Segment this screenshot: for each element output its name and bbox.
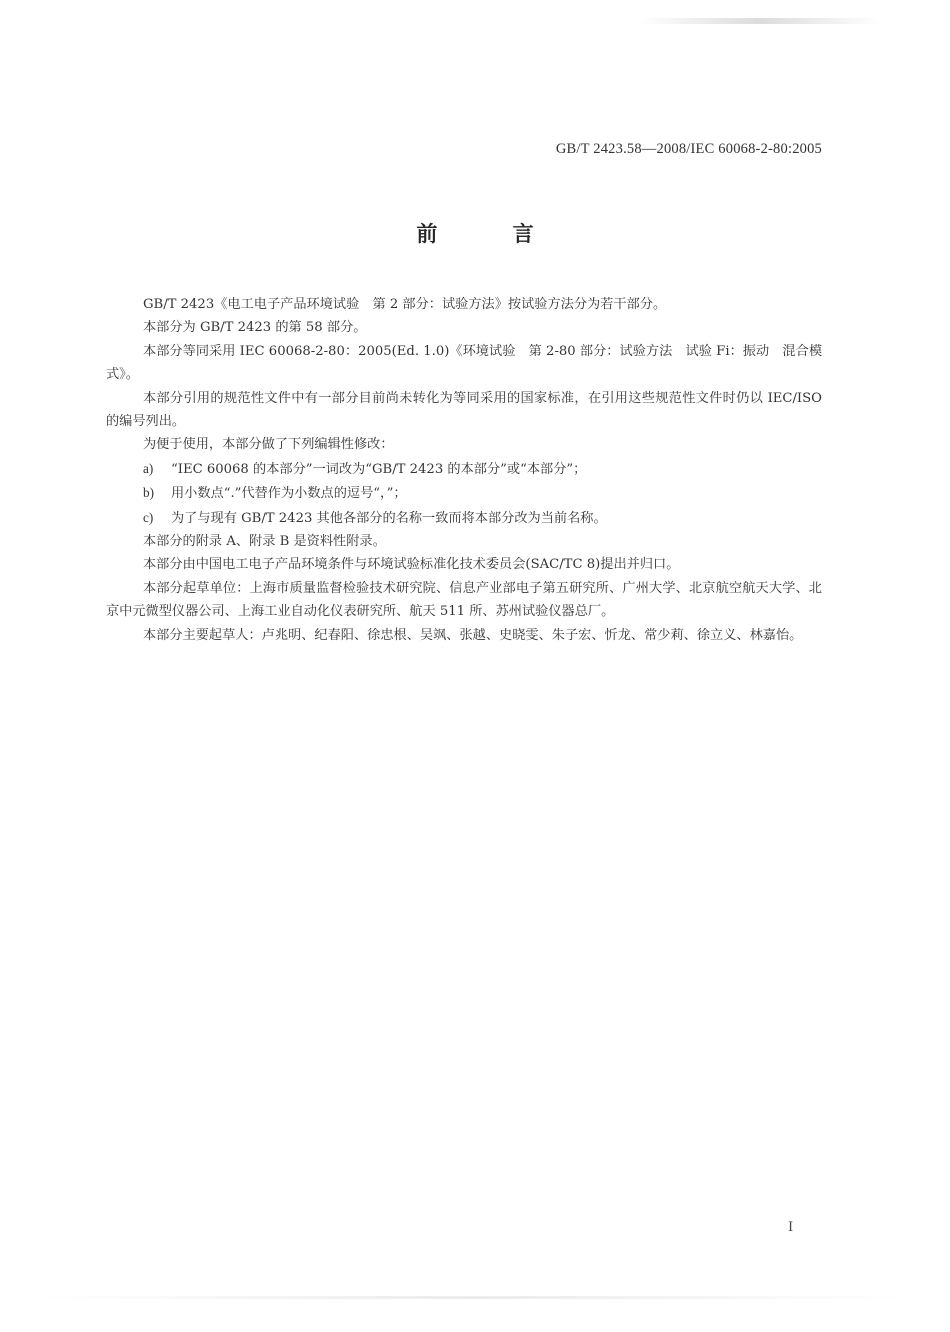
- edit-item-text: 用小数点“.”代替作为小数点的逗号“，”；: [171, 486, 407, 502]
- list-marker: a): [143, 460, 154, 476]
- document-body: [106, 293, 822, 647]
- list-marker: b): [143, 485, 154, 501]
- paragraph-adoption: 本部分等同采用 IEC 60068-2-80：2005(Ed. 1.0)《环境试验 第 2-80 部分：试验方法 试验 Fi：振动 混合模式》。: [106, 343, 822, 383]
- list-marker: c): [143, 509, 154, 525]
- scan-artifact-bottom: [40, 1296, 910, 1299]
- paragraph-drafting-units: 本部分起草单位：上海市质量监督检验技术研究院、信息产业部电子第五研究所、广州大学、北京航空航天大学、北京中元微型仪器公司、上海工业自动化仪表研究所、航天 511 所、苏州试验仪器总厂。: [106, 580, 822, 620]
- edit-item-a: [106, 457, 822, 481]
- page-number: I: [788, 1220, 794, 1235]
- paragraph-committee: 本部分由中国电工电子产品环境条件与环境试验标准化技术委员会(SAC/TC 8)提出并归口。: [143, 557, 680, 573]
- paragraph-part-number: 本部分为 GB/T 2423 的第 58 部分。: [143, 320, 367, 336]
- edit-item-c: [106, 506, 822, 530]
- page-title: 前 言: [416, 221, 568, 246]
- paragraph-annexes: 本部分的附录 A、附录 B 是资料性附录。: [143, 534, 386, 550]
- paragraph-drafters: 本部分主要起草人：卢兆明、纪春阳、徐忠根、吴飒、张越、史晓雯、朱子宏、忻龙、常少莉、徐立义、林嘉怡。: [143, 627, 803, 643]
- paragraph-series: GB/T 2423《电工电子产品环境试验 第 2 部分：试验方法》按试验方法分为若干部分。: [143, 297, 667, 312]
- paragraph-normative-refs: 本部分引用的规范性文件中有一部分目前尚未转化为等同采用的国家标准，在引用这些规范性文件时仍以 IEC/ISO 的编号列出。: [106, 390, 822, 430]
- edit-item-text: “IEC 60068 的本部分”一词改为“GB/T 2423 的本部分”或“本部分”；: [171, 461, 587, 477]
- edit-item-b: [106, 481, 822, 505]
- scan-artifact-top: [640, 18, 880, 24]
- paragraph-edits-intro: 为便于使用，本部分做了下列编辑性修改：: [143, 437, 394, 453]
- edit-item-text: 为了与现有 GB/T 2423 其他各部分的名称一致而将本部分改为当前名称。: [171, 510, 607, 526]
- standard-code: GB/T 2423.58—2008/IEC 60068-2-80:2005: [555, 141, 822, 157]
